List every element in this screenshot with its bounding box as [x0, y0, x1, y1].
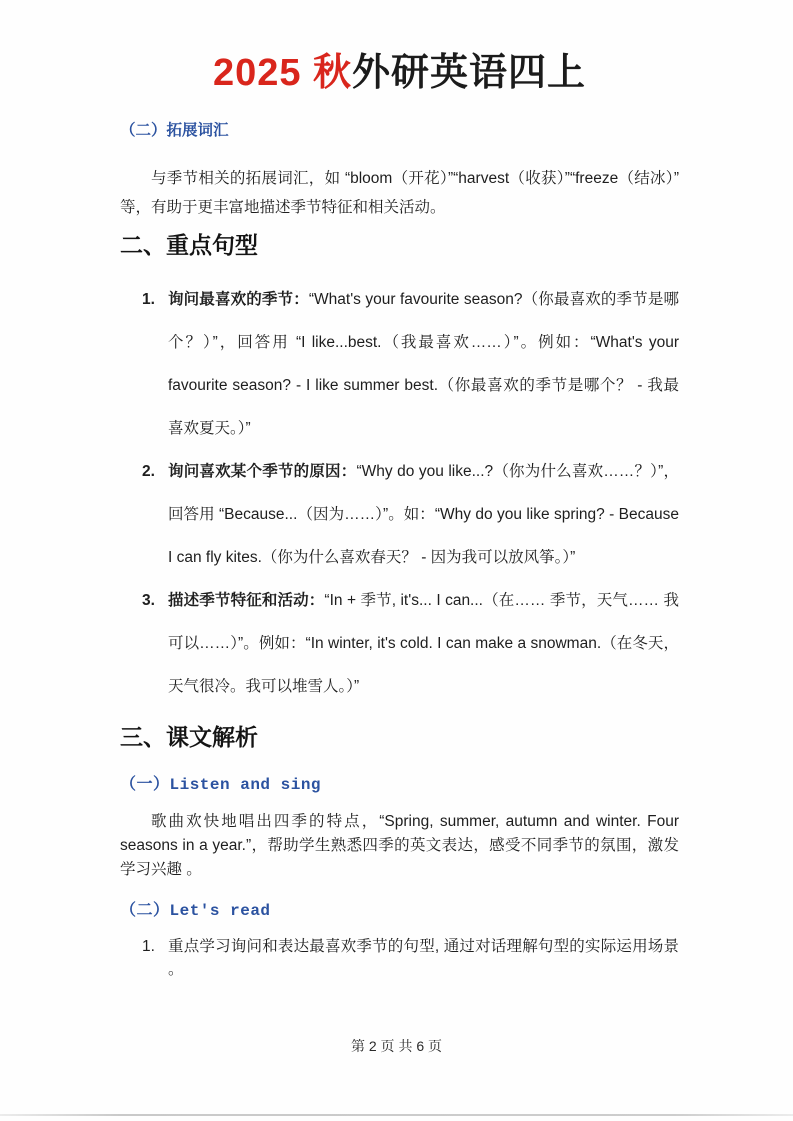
- doc-title-rest: 外研英语四上: [352, 52, 587, 94]
- item-label: 描述季节特征和活动：: [168, 591, 325, 609]
- scan-page-edge: [0, 1114, 793, 1116]
- item-text: 重点学习询问和表达最喜欢季节的句型, 通过对话理解句型的实际运用场景 。: [168, 937, 679, 978]
- listen-sing-paragraph: 歌曲欢快地唱出四季的特点，“Spring, summer, autumn and winter. Four seasons in a year.”，帮助学生熟悉四季的英文表达，感受不同季节的氛围，激发学习兴趣 。: [120, 812, 679, 878]
- section-heading-text-analysis: 三、课文解析: [120, 723, 258, 750]
- page-footer: 第 2 页 共 6 页: [350, 1038, 443, 1054]
- item-label: 询问喜欢某个季节的原因：: [168, 462, 357, 480]
- subsection-listen-and-sing: （一）Listen and sing: [120, 775, 322, 794]
- item-text: “In + 季节, it's... I can...（在…… 季节，天气…… 我可以……）”。例如：“In winter, it's cold. I can make a snowman.（在冬天，天气很冷。我可以堆雪人。）”: [168, 591, 679, 695]
- section-heading-key-sentences: 二、重点句型: [120, 231, 258, 258]
- list-item: [120, 935, 679, 981]
- item-number: 2.: [142, 462, 155, 480]
- item-number: 1.: [142, 290, 155, 308]
- section-heading-vocab: （二）拓展词汇: [120, 121, 229, 139]
- item-number: 1.: [142, 937, 155, 955]
- vocab-paragraph: 与季节相关的拓展词汇，如 “bloom（开花）”“harvest（收获）”“freeze（结冰）” 等，有助于更丰富地描述季节特征和相关活动。: [120, 169, 679, 216]
- key-sentence-list: [120, 278, 679, 708]
- list-item: [120, 450, 679, 579]
- item-number: 3.: [142, 591, 155, 609]
- item-text: “Why do you like...?（你为什么喜欢……？）”，回答用 “Because...（因为……）”。如：“Why do you like spring? - Because I can fly kites.（你为什么喜欢春天？ - 因为我可以放风筝。）”: [168, 462, 679, 566]
- item-label: 询问最喜欢的季节：: [168, 290, 309, 308]
- list-item: [120, 278, 679, 450]
- item-text: “What's your favourite season?（你最喜欢的季节是哪个？）”，回答用 “I like...best.（我最喜欢……）”。例如：“What's your favourite season? - I like summer best.（你最喜欢的季节是哪个？ - 我最喜欢夏天。）”: [168, 290, 679, 437]
- lets-read-list: [120, 935, 679, 981]
- doc-title-highlight: 2025 秋: [212, 52, 353, 94]
- list-item: [120, 579, 679, 708]
- subsection-lets-read: （二）Let's read: [120, 901, 271, 920]
- doc-title: [120, 0, 679, 98]
